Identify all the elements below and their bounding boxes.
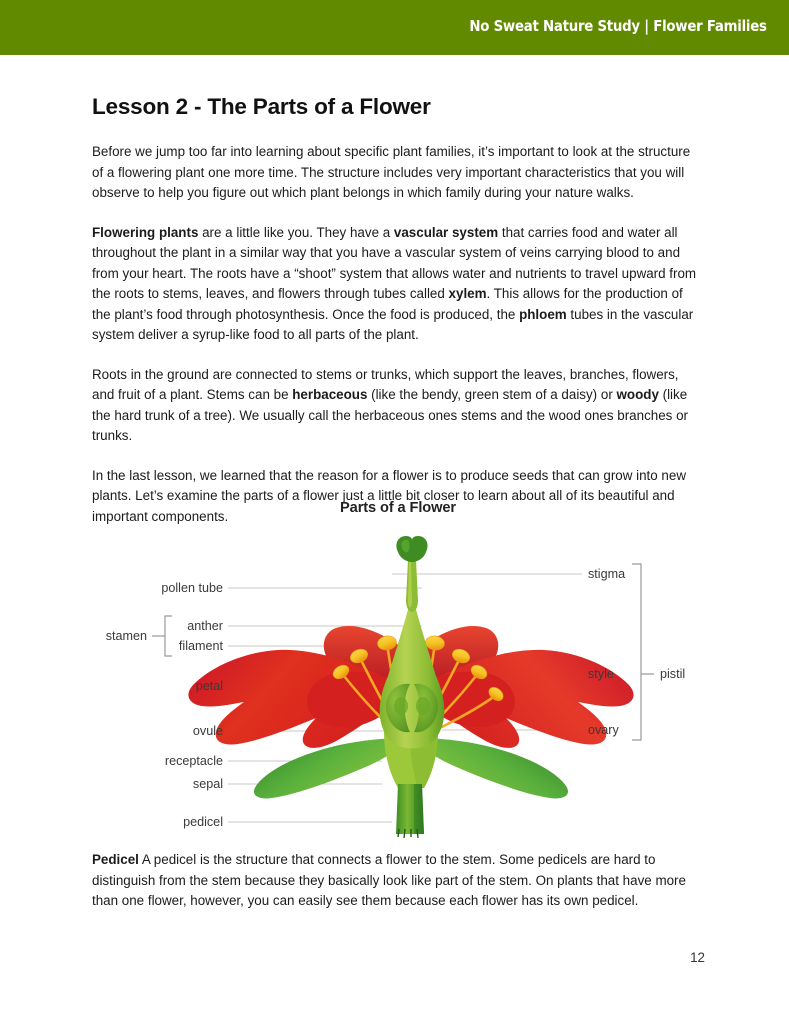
label-pistil-group: pistil (660, 667, 686, 681)
sepal-left (254, 738, 408, 798)
paragraph-pedicel-body: A pedicel is the structure that connects a flower to the stem. Some pedicels are hard to distinguish from the stem because they basically look like part of the stem. On plants that have more than one flower, however, you can easily see them because each flower has its own pedicel. (92, 852, 686, 908)
paragraph-vascular-part2: that carries food and water all throughout the plant in a similar way that you have a vascular system of veins carrying blood to and from your heart. The roots have a “shoot” system that allows water and nutrients to travel upward from the roots to stems, leaves, and flowers through tubes called (92, 224, 697, 301)
flower-diagram (92, 500, 704, 840)
diagram-title: Parts of a Flower (340, 500, 456, 516)
term-herbaceous: herbaceous (292, 387, 368, 402)
pedicel-stem-shade (414, 784, 424, 834)
paragraph-intro: Before we jump too far into learning about specific plant families, it’s important to look at the structure of a flowering plant one more time. The structure includes very important characteristics that you will observe to help you figure out which plant belongs in which family during your nature walks. (92, 144, 691, 200)
page-number: 12 (690, 950, 705, 965)
label-stamen-group: stamen (105, 629, 147, 643)
paragraph-vascular-part3: . This allows for the production of the plant’s food through photosynthesis. Once the food is produced, the (92, 286, 683, 322)
term-flowering-plants: Flowering plants (92, 224, 199, 240)
ovary (380, 598, 445, 749)
style (406, 560, 418, 612)
sepal-right (414, 738, 568, 798)
pedicel-section (92, 850, 704, 912)
label-pollen-tube: pollen tube (161, 581, 223, 595)
term-xylem: xylem (448, 286, 487, 301)
label-petal: petal (195, 679, 223, 693)
pistil-bracket (632, 564, 654, 740)
page-header-bar (0, 0, 789, 55)
stamen-bracket (152, 616, 172, 656)
ovule-dot-left (394, 697, 408, 715)
label-sepal: sepal (192, 777, 223, 791)
labels-right (588, 567, 685, 737)
term-pedicel: Pedicel (92, 852, 139, 867)
paragraph-stems-part1: Roots in the ground are connected to stems or trunks, which support the leaves, branches, flowers, and fruit of a plant. Stems can be (92, 366, 679, 402)
label-receptacle: receptacle (164, 754, 223, 768)
label-ovule: ovule (192, 724, 223, 738)
term-woody: woody (616, 387, 659, 402)
paragraph-stems-part2: (like the bendy, green stem of a daisy) or (367, 387, 617, 402)
label-stigma: stigma (588, 567, 626, 581)
label-style: style (588, 667, 614, 681)
page-body (0, 55, 789, 1024)
header-title: No Sweat Nature Study | Flower Families (469, 17, 767, 35)
label-anther: anther (187, 619, 223, 633)
paragraph-stems (92, 365, 704, 447)
stigma (396, 536, 427, 562)
paragraph-vascular (92, 223, 704, 346)
paragraph-vascular-part1: are a little like you. They have a (198, 224, 394, 240)
ovule-dot-right (416, 697, 430, 715)
paragraph-pedicel (92, 850, 704, 912)
label-filament: filament (178, 639, 223, 653)
article-content (92, 94, 704, 527)
paragraph-stems-part3: (like the hard trunk of a tree). We usually call the herbaceous ones stems and the wood ones branches or trunks. (92, 387, 688, 443)
flower-graphic (188, 536, 633, 838)
term-phloem: phloem (519, 306, 567, 322)
label-ovary: ovary (588, 723, 619, 737)
page-title: Lesson 2 - The Parts of a Flower (92, 94, 431, 119)
term-vascular-system: vascular system (393, 224, 499, 240)
paragraph-vascular-part4: tubes in the vascular system deliver a syrup-like food to all parts of the plant. (92, 306, 694, 342)
paragraph-lastlesson: In the last lesson, we learned that the reason for a flower is to produce seeds that can grow into new plants. Let’s examine the parts of a flower just a little bit closer to learn about all of its beautiful and important components. (92, 467, 686, 524)
label-pedicel: pedicel (183, 815, 223, 829)
flower-illustration (92, 526, 704, 838)
